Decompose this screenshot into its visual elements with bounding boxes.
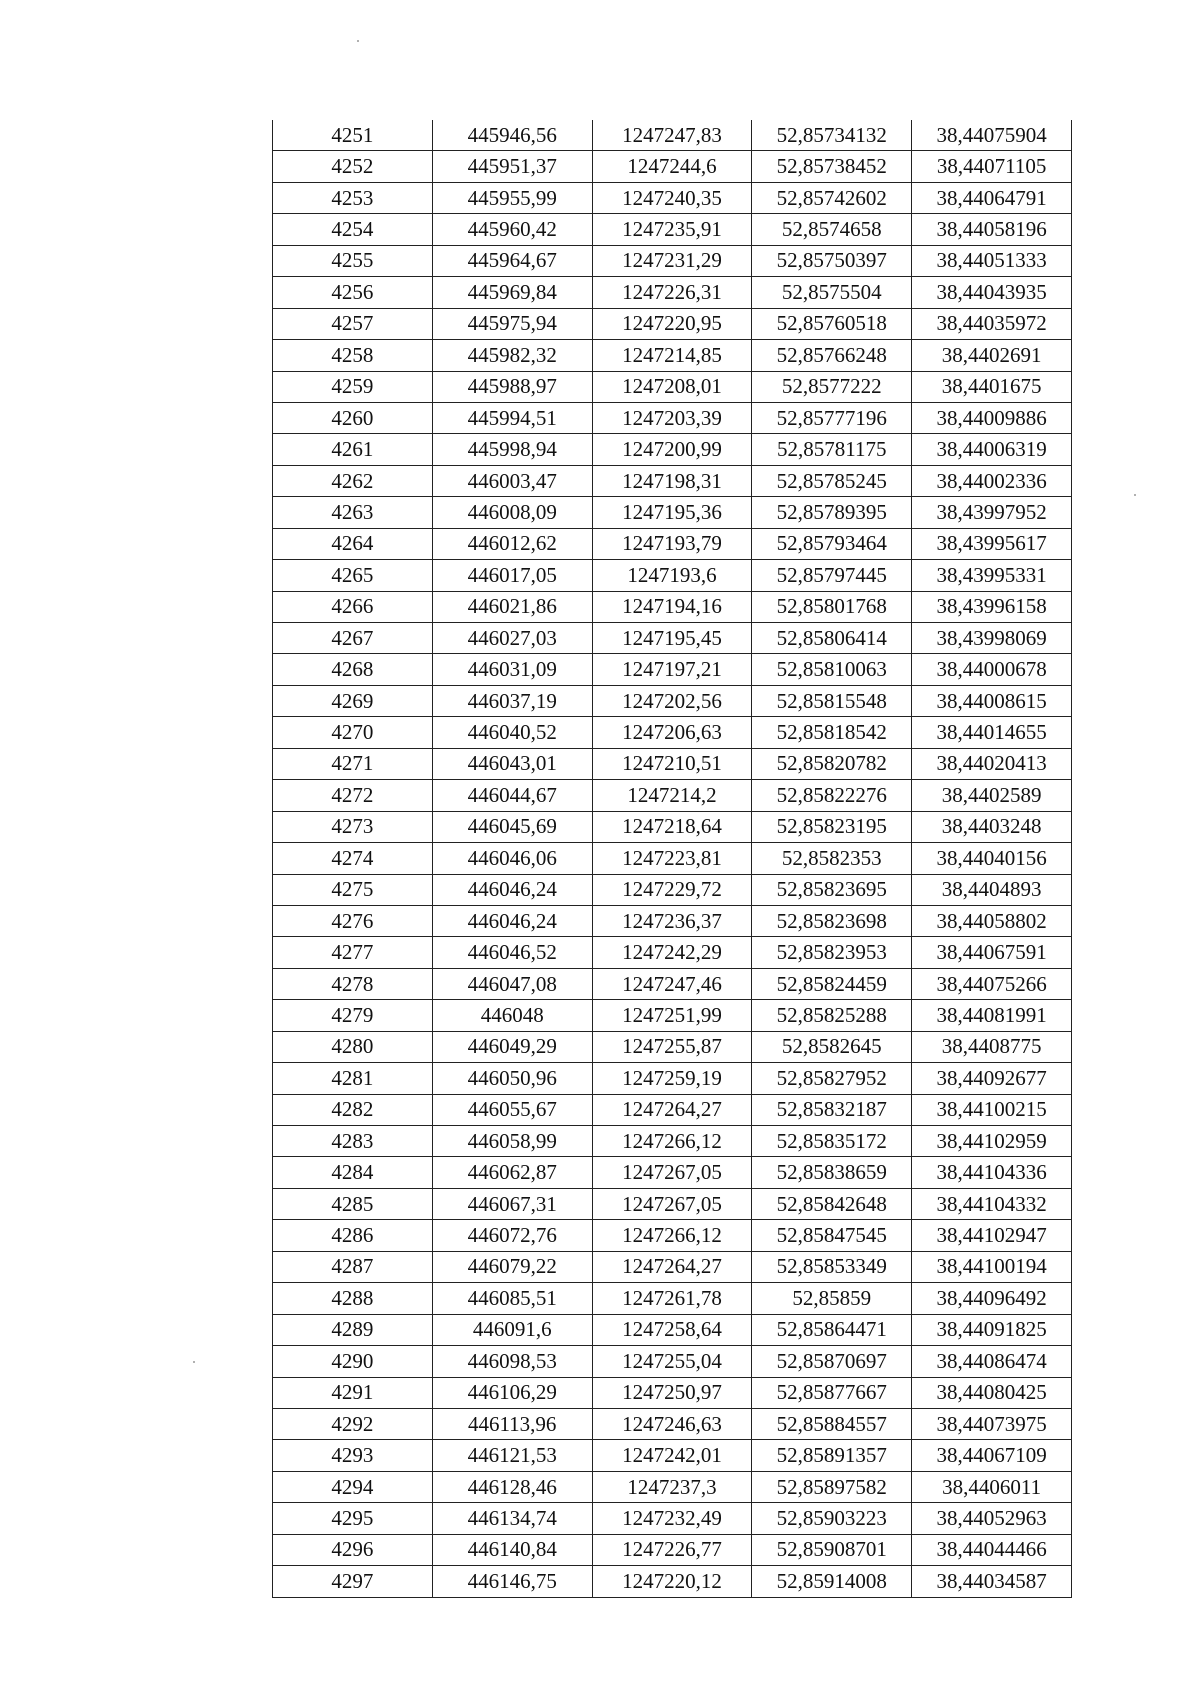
y-coordinate-cell: 1247226,31 xyxy=(592,277,752,308)
y-coordinate-cell: 1247255,04 xyxy=(592,1346,752,1377)
longitude-cell: 38,44002336 xyxy=(912,465,1072,496)
latitude-cell: 52,8575504 xyxy=(752,277,912,308)
point-number-cell: 4258 xyxy=(273,340,433,371)
longitude-cell: 38,4403248 xyxy=(912,811,1072,842)
point-number-cell: 4291 xyxy=(273,1377,433,1408)
x-coordinate-cell: 446003,47 xyxy=(432,465,592,496)
latitude-cell: 52,85832187 xyxy=(752,1094,912,1125)
x-coordinate-cell: 446049,29 xyxy=(432,1031,592,1062)
latitude-cell: 52,85823695 xyxy=(752,874,912,905)
scan-speck xyxy=(193,1361,195,1363)
latitude-cell: 52,85891357 xyxy=(752,1440,912,1471)
point-number-cell: 4268 xyxy=(273,654,433,685)
longitude-cell: 38,44067591 xyxy=(912,937,1072,968)
longitude-cell: 38,44073975 xyxy=(912,1408,1072,1439)
x-coordinate-cell: 446017,05 xyxy=(432,560,592,591)
y-coordinate-cell: 1247223,81 xyxy=(592,843,752,874)
table-row xyxy=(273,1471,1072,1502)
latitude-cell: 52,85824459 xyxy=(752,968,912,999)
point-number-cell: 4294 xyxy=(273,1471,433,1502)
longitude-cell: 38,44102959 xyxy=(912,1126,1072,1157)
y-coordinate-cell: 1247242,01 xyxy=(592,1440,752,1471)
point-number-cell: 4273 xyxy=(273,811,433,842)
latitude-cell: 52,85908701 xyxy=(752,1534,912,1565)
y-coordinate-cell: 1247251,99 xyxy=(592,1000,752,1031)
table-row xyxy=(273,685,1072,716)
table-row xyxy=(273,748,1072,779)
point-number-cell: 4296 xyxy=(273,1534,433,1565)
table-row xyxy=(273,1063,1072,1094)
y-coordinate-cell: 1247195,45 xyxy=(592,623,752,654)
longitude-cell: 38,44058802 xyxy=(912,905,1072,936)
longitude-cell: 38,4408775 xyxy=(912,1031,1072,1062)
point-number-cell: 4261 xyxy=(273,434,433,465)
point-number-cell: 4263 xyxy=(273,497,433,528)
x-coordinate-cell: 446098,53 xyxy=(432,1346,592,1377)
table-row xyxy=(273,497,1072,528)
y-coordinate-cell: 1247246,63 xyxy=(592,1408,752,1439)
y-coordinate-cell: 1247266,12 xyxy=(592,1126,752,1157)
table-row xyxy=(273,182,1072,213)
point-number-cell: 4274 xyxy=(273,843,433,874)
y-coordinate-cell: 1247255,87 xyxy=(592,1031,752,1062)
point-number-cell: 4293 xyxy=(273,1440,433,1471)
y-coordinate-cell: 1247247,46 xyxy=(592,968,752,999)
latitude-cell: 52,85877667 xyxy=(752,1377,912,1408)
longitude-cell: 38,44043935 xyxy=(912,277,1072,308)
longitude-cell: 38,43995331 xyxy=(912,560,1072,591)
x-coordinate-cell: 446140,84 xyxy=(432,1534,592,1565)
point-number-cell: 4272 xyxy=(273,780,433,811)
point-number-cell: 4279 xyxy=(273,1000,433,1031)
latitude-cell: 52,85777196 xyxy=(752,402,912,433)
latitude-cell: 52,85738452 xyxy=(752,151,912,182)
longitude-cell: 38,43996158 xyxy=(912,591,1072,622)
table-row xyxy=(273,1566,1072,1597)
point-number-cell: 4280 xyxy=(273,1031,433,1062)
point-number-cell: 4255 xyxy=(273,245,433,276)
point-number-cell: 4262 xyxy=(273,465,433,496)
y-coordinate-cell: 1247206,63 xyxy=(592,717,752,748)
y-coordinate-cell: 1247229,72 xyxy=(592,874,752,905)
y-coordinate-cell: 1247242,29 xyxy=(592,937,752,968)
x-coordinate-cell: 445955,99 xyxy=(432,182,592,213)
x-coordinate-cell: 446045,69 xyxy=(432,811,592,842)
point-number-cell: 4254 xyxy=(273,214,433,245)
table-row xyxy=(273,717,1072,748)
latitude-cell: 52,85806414 xyxy=(752,623,912,654)
y-coordinate-cell: 1247244,6 xyxy=(592,151,752,182)
table-row xyxy=(273,560,1072,591)
table-row xyxy=(273,528,1072,559)
x-coordinate-cell: 445969,84 xyxy=(432,277,592,308)
x-coordinate-cell: 445988,97 xyxy=(432,371,592,402)
y-coordinate-cell: 1247218,64 xyxy=(592,811,752,842)
y-coordinate-cell: 1247200,99 xyxy=(592,434,752,465)
table-row xyxy=(273,340,1072,371)
latitude-cell: 52,8574658 xyxy=(752,214,912,245)
point-number-cell: 4277 xyxy=(273,937,433,968)
x-coordinate-cell: 446106,29 xyxy=(432,1377,592,1408)
point-number-cell: 4286 xyxy=(273,1220,433,1251)
latitude-cell: 52,85847545 xyxy=(752,1220,912,1251)
table-row xyxy=(273,1346,1072,1377)
longitude-cell: 38,44035972 xyxy=(912,308,1072,339)
point-number-cell: 4264 xyxy=(273,528,433,559)
x-coordinate-cell: 446044,67 xyxy=(432,780,592,811)
y-coordinate-cell: 1247267,05 xyxy=(592,1188,752,1219)
point-number-cell: 4252 xyxy=(273,151,433,182)
point-number-cell: 4281 xyxy=(273,1063,433,1094)
x-coordinate-cell: 446072,76 xyxy=(432,1220,592,1251)
y-coordinate-cell: 1247210,51 xyxy=(592,748,752,779)
y-coordinate-cell: 1247266,12 xyxy=(592,1220,752,1251)
latitude-cell: 52,85760518 xyxy=(752,308,912,339)
latitude-cell: 52,85801768 xyxy=(752,591,912,622)
y-coordinate-cell: 1247214,2 xyxy=(592,780,752,811)
point-number-cell: 4256 xyxy=(273,277,433,308)
y-coordinate-cell: 1247240,35 xyxy=(592,182,752,213)
longitude-cell: 38,44075266 xyxy=(912,968,1072,999)
latitude-cell: 52,85897582 xyxy=(752,1471,912,1502)
table-row xyxy=(273,465,1072,496)
coordinates-table-container xyxy=(272,120,1072,1598)
latitude-cell: 52,85823698 xyxy=(752,905,912,936)
table-row xyxy=(273,1534,1072,1565)
table-row xyxy=(273,905,1072,936)
x-coordinate-cell: 446050,96 xyxy=(432,1063,592,1094)
y-coordinate-cell: 1247267,05 xyxy=(592,1157,752,1188)
x-coordinate-cell: 446012,62 xyxy=(432,528,592,559)
table-row xyxy=(273,591,1072,622)
latitude-cell: 52,85781175 xyxy=(752,434,912,465)
x-coordinate-cell: 446021,86 xyxy=(432,591,592,622)
y-coordinate-cell: 1247202,56 xyxy=(592,685,752,716)
table-row xyxy=(273,968,1072,999)
latitude-cell: 52,85815548 xyxy=(752,685,912,716)
longitude-cell: 38,44008615 xyxy=(912,685,1072,716)
y-coordinate-cell: 1247258,64 xyxy=(592,1314,752,1345)
x-coordinate-cell: 446113,96 xyxy=(432,1408,592,1439)
table-row xyxy=(273,1503,1072,1534)
y-coordinate-cell: 1247236,37 xyxy=(592,905,752,936)
y-coordinate-cell: 1247193,6 xyxy=(592,560,752,591)
latitude-cell: 52,85822276 xyxy=(752,780,912,811)
y-coordinate-cell: 1247220,12 xyxy=(592,1566,752,1597)
y-coordinate-cell: 1247250,97 xyxy=(592,1377,752,1408)
point-number-cell: 4275 xyxy=(273,874,433,905)
y-coordinate-cell: 1247261,78 xyxy=(592,1283,752,1314)
longitude-cell: 38,44009886 xyxy=(912,402,1072,433)
x-coordinate-cell: 446058,99 xyxy=(432,1126,592,1157)
longitude-cell: 38,44000678 xyxy=(912,654,1072,685)
latitude-cell: 52,85853349 xyxy=(752,1251,912,1282)
x-coordinate-cell: 446079,22 xyxy=(432,1251,592,1282)
x-coordinate-cell: 445975,94 xyxy=(432,308,592,339)
x-coordinate-cell: 445964,67 xyxy=(432,245,592,276)
x-coordinate-cell: 445946,56 xyxy=(432,120,592,151)
point-number-cell: 4257 xyxy=(273,308,433,339)
x-coordinate-cell: 446067,31 xyxy=(432,1188,592,1219)
longitude-cell: 38,44104332 xyxy=(912,1188,1072,1219)
table-row xyxy=(273,1031,1072,1062)
table-row xyxy=(273,1440,1072,1471)
longitude-cell: 38,44075904 xyxy=(912,120,1072,151)
x-coordinate-cell: 445951,37 xyxy=(432,151,592,182)
longitude-cell: 38,44034587 xyxy=(912,1566,1072,1597)
latitude-cell: 52,85823195 xyxy=(752,811,912,842)
point-number-cell: 4266 xyxy=(273,591,433,622)
latitude-cell: 52,8577222 xyxy=(752,371,912,402)
point-number-cell: 4260 xyxy=(273,402,433,433)
point-number-cell: 4251 xyxy=(273,120,433,151)
table-row xyxy=(273,1000,1072,1031)
latitude-cell: 52,85797445 xyxy=(752,560,912,591)
x-coordinate-cell: 446085,51 xyxy=(432,1283,592,1314)
table-row xyxy=(273,780,1072,811)
point-number-cell: 4288 xyxy=(273,1283,433,1314)
x-coordinate-cell: 446046,24 xyxy=(432,905,592,936)
longitude-cell: 38,44081991 xyxy=(912,1000,1072,1031)
longitude-cell: 38,43997952 xyxy=(912,497,1072,528)
longitude-cell: 38,44102947 xyxy=(912,1220,1072,1251)
longitude-cell: 38,44058196 xyxy=(912,214,1072,245)
longitude-cell: 38,44086474 xyxy=(912,1346,1072,1377)
x-coordinate-cell: 445998,94 xyxy=(432,434,592,465)
longitude-cell: 38,4402691 xyxy=(912,340,1072,371)
x-coordinate-cell: 445960,42 xyxy=(432,214,592,245)
x-coordinate-cell: 445982,32 xyxy=(432,340,592,371)
x-coordinate-cell: 446027,03 xyxy=(432,623,592,654)
y-coordinate-cell: 1247264,27 xyxy=(592,1251,752,1282)
latitude-cell: 52,85864471 xyxy=(752,1314,912,1345)
latitude-cell: 52,85742602 xyxy=(752,182,912,213)
longitude-cell: 38,44051333 xyxy=(912,245,1072,276)
table-row xyxy=(273,1283,1072,1314)
point-number-cell: 4292 xyxy=(273,1408,433,1439)
table-row xyxy=(273,120,1072,151)
longitude-cell: 38,44064791 xyxy=(912,182,1072,213)
x-coordinate-cell: 446046,06 xyxy=(432,843,592,874)
longitude-cell: 38,4401675 xyxy=(912,371,1072,402)
table-row xyxy=(273,308,1072,339)
y-coordinate-cell: 1247203,39 xyxy=(592,402,752,433)
point-number-cell: 4283 xyxy=(273,1126,433,1157)
longitude-cell: 38,4404893 xyxy=(912,874,1072,905)
longitude-cell: 38,43995617 xyxy=(912,528,1072,559)
x-coordinate-cell: 446040,52 xyxy=(432,717,592,748)
latitude-cell: 52,85766248 xyxy=(752,340,912,371)
table-row xyxy=(273,371,1072,402)
longitude-cell: 38,44100194 xyxy=(912,1251,1072,1282)
y-coordinate-cell: 1247197,21 xyxy=(592,654,752,685)
latitude-cell: 52,85734132 xyxy=(752,120,912,151)
x-coordinate-cell: 446008,09 xyxy=(432,497,592,528)
table-row xyxy=(273,811,1072,842)
latitude-cell: 52,85825288 xyxy=(752,1000,912,1031)
x-coordinate-cell: 446046,52 xyxy=(432,937,592,968)
table-row xyxy=(273,1314,1072,1345)
y-coordinate-cell: 1247231,29 xyxy=(592,245,752,276)
table-row xyxy=(273,1188,1072,1219)
table-row xyxy=(273,874,1072,905)
x-coordinate-cell: 446043,01 xyxy=(432,748,592,779)
table-row xyxy=(273,843,1072,874)
longitude-cell: 38,4406011 xyxy=(912,1471,1072,1502)
y-coordinate-cell: 1247193,79 xyxy=(592,528,752,559)
x-coordinate-cell: 445994,51 xyxy=(432,402,592,433)
latitude-cell: 52,85835172 xyxy=(752,1126,912,1157)
longitude-cell: 38,44091825 xyxy=(912,1314,1072,1345)
latitude-cell: 52,85750397 xyxy=(752,245,912,276)
longitude-cell: 38,44052963 xyxy=(912,1503,1072,1534)
x-coordinate-cell: 446031,09 xyxy=(432,654,592,685)
longitude-cell: 38,44092677 xyxy=(912,1063,1072,1094)
x-coordinate-cell: 446091,6 xyxy=(432,1314,592,1345)
latitude-cell: 52,85914008 xyxy=(752,1566,912,1597)
table-row xyxy=(273,1408,1072,1439)
point-number-cell: 4265 xyxy=(273,560,433,591)
x-coordinate-cell: 446128,46 xyxy=(432,1471,592,1502)
table-row xyxy=(273,214,1072,245)
longitude-cell: 38,44014655 xyxy=(912,717,1072,748)
latitude-cell: 52,85823953 xyxy=(752,937,912,968)
longitude-cell: 38,44096492 xyxy=(912,1283,1072,1314)
coordinates-table xyxy=(272,120,1072,1598)
table-row xyxy=(273,654,1072,685)
point-number-cell: 4285 xyxy=(273,1188,433,1219)
point-number-cell: 4290 xyxy=(273,1346,433,1377)
latitude-cell: 52,85859 xyxy=(752,1283,912,1314)
latitude-cell: 52,85884557 xyxy=(752,1408,912,1439)
longitude-cell: 38,44020413 xyxy=(912,748,1072,779)
table-row xyxy=(273,277,1072,308)
table-row xyxy=(273,402,1072,433)
y-coordinate-cell: 1247194,16 xyxy=(592,591,752,622)
point-number-cell: 4284 xyxy=(273,1157,433,1188)
longitude-cell: 38,44044466 xyxy=(912,1534,1072,1565)
point-number-cell: 4259 xyxy=(273,371,433,402)
y-coordinate-cell: 1247195,36 xyxy=(592,497,752,528)
y-coordinate-cell: 1247198,31 xyxy=(592,465,752,496)
y-coordinate-cell: 1247220,95 xyxy=(592,308,752,339)
latitude-cell: 52,85793464 xyxy=(752,528,912,559)
coordinates-table-body xyxy=(273,120,1072,1597)
latitude-cell: 52,8582645 xyxy=(752,1031,912,1062)
point-number-cell: 4287 xyxy=(273,1251,433,1282)
table-row xyxy=(273,151,1072,182)
y-coordinate-cell: 1247259,19 xyxy=(592,1063,752,1094)
x-coordinate-cell: 446134,74 xyxy=(432,1503,592,1534)
longitude-cell: 38,44067109 xyxy=(912,1440,1072,1471)
y-coordinate-cell: 1247208,01 xyxy=(592,371,752,402)
table-row xyxy=(273,1126,1072,1157)
longitude-cell: 38,44104336 xyxy=(912,1157,1072,1188)
table-row xyxy=(273,1377,1072,1408)
table-row xyxy=(273,1251,1072,1282)
latitude-cell: 52,8582353 xyxy=(752,843,912,874)
latitude-cell: 52,85827952 xyxy=(752,1063,912,1094)
longitude-cell: 38,44080425 xyxy=(912,1377,1072,1408)
longitude-cell: 38,43998069 xyxy=(912,623,1072,654)
point-number-cell: 4269 xyxy=(273,685,433,716)
y-coordinate-cell: 1247226,77 xyxy=(592,1534,752,1565)
latitude-cell: 52,85870697 xyxy=(752,1346,912,1377)
longitude-cell: 38,44071105 xyxy=(912,151,1072,182)
x-coordinate-cell: 446037,19 xyxy=(432,685,592,716)
table-row xyxy=(273,937,1072,968)
table-row xyxy=(273,1094,1072,1125)
x-coordinate-cell: 446046,24 xyxy=(432,874,592,905)
y-coordinate-cell: 1247232,49 xyxy=(592,1503,752,1534)
x-coordinate-cell: 446055,67 xyxy=(432,1094,592,1125)
latitude-cell: 52,85818542 xyxy=(752,717,912,748)
point-number-cell: 4270 xyxy=(273,717,433,748)
point-number-cell: 4278 xyxy=(273,968,433,999)
longitude-cell: 38,4402589 xyxy=(912,780,1072,811)
table-row xyxy=(273,1157,1072,1188)
table-row xyxy=(273,245,1072,276)
y-coordinate-cell: 1247214,85 xyxy=(592,340,752,371)
y-coordinate-cell: 1247264,27 xyxy=(592,1094,752,1125)
latitude-cell: 52,85903223 xyxy=(752,1503,912,1534)
x-coordinate-cell: 446062,87 xyxy=(432,1157,592,1188)
table-row xyxy=(273,1220,1072,1251)
point-number-cell: 4282 xyxy=(273,1094,433,1125)
longitude-cell: 38,44006319 xyxy=(912,434,1072,465)
x-coordinate-cell: 446121,53 xyxy=(432,1440,592,1471)
longitude-cell: 38,44100215 xyxy=(912,1094,1072,1125)
x-coordinate-cell: 446048 xyxy=(432,1000,592,1031)
y-coordinate-cell: 1247247,83 xyxy=(592,120,752,151)
point-number-cell: 4295 xyxy=(273,1503,433,1534)
y-coordinate-cell: 1247237,3 xyxy=(592,1471,752,1502)
point-number-cell: 4271 xyxy=(273,748,433,779)
scan-speck xyxy=(357,40,359,42)
x-coordinate-cell: 446146,75 xyxy=(432,1566,592,1597)
point-number-cell: 4253 xyxy=(273,182,433,213)
latitude-cell: 52,85820782 xyxy=(752,748,912,779)
scan-speck xyxy=(1134,494,1136,496)
latitude-cell: 52,85842648 xyxy=(752,1188,912,1219)
table-row xyxy=(273,623,1072,654)
latitude-cell: 52,85838659 xyxy=(752,1157,912,1188)
latitude-cell: 52,85789395 xyxy=(752,497,912,528)
point-number-cell: 4267 xyxy=(273,623,433,654)
table-row xyxy=(273,434,1072,465)
point-number-cell: 4276 xyxy=(273,905,433,936)
latitude-cell: 52,85785245 xyxy=(752,465,912,496)
x-coordinate-cell: 446047,08 xyxy=(432,968,592,999)
point-number-cell: 4289 xyxy=(273,1314,433,1345)
y-coordinate-cell: 1247235,91 xyxy=(592,214,752,245)
point-number-cell: 4297 xyxy=(273,1566,433,1597)
longitude-cell: 38,44040156 xyxy=(912,843,1072,874)
latitude-cell: 52,85810063 xyxy=(752,654,912,685)
